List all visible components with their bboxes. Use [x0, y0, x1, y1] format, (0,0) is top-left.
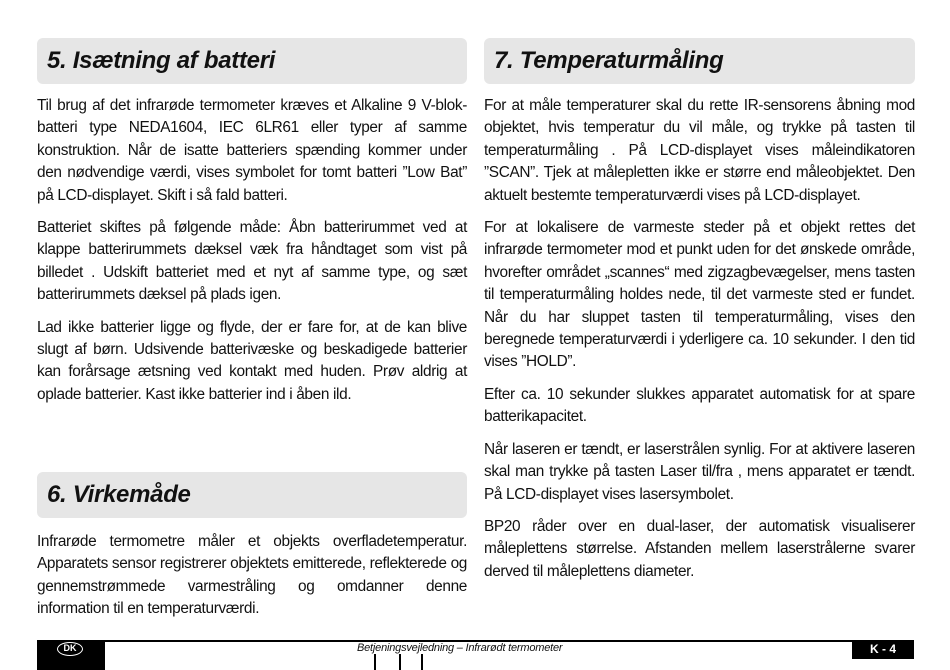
section-heading-temperature	[484, 38, 915, 84]
section-temperature	[484, 38, 915, 583]
manual-title: Betjeningsvejledning – Infrarødt termometer	[357, 642, 563, 654]
paragraph: Til brug af det infrarøde termometer kræves et Alkaline 9 V-blok-batteri type NEDA1604, IEC 6LR61 eller typer af samme konstruktion. Når de isatte batteriers spænding kommer under den nødvendige værdi, vises symbolet for tomt batteri ”Low Bat” på LCD-displayet. Skift i så fald batteri.	[37, 97, 467, 204]
paragraph: Efter ca. 10 sekunder slukkes apparatet automatisk for at spare batterikapacitet.	[484, 385, 915, 426]
paragraph: Batteriet skiftes på følgende måde: Åbn batterirummet ved at klappe batterirummets dæksel væk fra håndtaget som vist på billedet . Udskift batteriet med et nyt af samme type, og sæt batterirummets dæksel på plads igen.	[37, 219, 467, 304]
section-battery	[37, 38, 467, 406]
section-title-function: 6. Virkemåde	[47, 481, 191, 508]
crop-mark	[374, 654, 376, 670]
country-block	[37, 640, 105, 670]
crop-mark	[421, 654, 423, 670]
section-heading-function	[37, 472, 467, 518]
page-footer	[37, 640, 914, 670]
paragraph: Lad ikke batterier ligge og flyde, der er fare for, at de kan blive slugt af børn. Udsivende batterivæske og beskadigede batterier kan forårsage ætsning ved kontakt med huden. Prøv aldrig at oplade batterier. Kast ikke batterier ind i åben ild.	[37, 318, 467, 403]
paragraph: BP20 råder over en dual-laser, der automatisk visualiserer måleplettens størrelse. Afstanden mellem laserstrålerne svarer derved til måleplettens diameter.	[484, 517, 915, 580]
section-heading-battery	[37, 38, 467, 84]
paragraph: Når laseren er tændt, er laserstrålen synlig. For at aktivere laseren skal man trykke på tasten Laser til/fra , mens apparatet er tændt. På LCD-displayet vises lasersymbolet.	[484, 440, 915, 503]
page-number: K - 4	[852, 640, 914, 659]
section-title-temperature: 7. Temperaturmåling	[494, 47, 724, 74]
country-badge: DK	[57, 642, 83, 656]
section-function	[37, 472, 467, 621]
paragraph: For at lokalisere de varmeste steder på et objekt rettes det infrarøde termometer mod et punkt uden for det ønskede område, hvorefter området „scannes“ med zigzagbevægelser, mens tasten til temperaturmåling holdes nede, til det varmeste sted er fundet. Når du har sluppet tasten til temperaturmåling, vises den beregnede temperaturværdi i yderligere ca. 10 sekunder. I den tid vises ”HOLD”.	[484, 219, 915, 371]
paragraph: Infrarøde termometre måler et objekts overfladetemperatur. Apparatets sensor registrerer objektets emitterede, reflekterede og gennemstrømmede varmestråling og omdanner denne information til en temperaturværdi.	[37, 533, 467, 618]
paragraph: For at måle temperaturer skal du rette IR-sensorens åbning mod objektet, hvis temperatur du vil måle, og trykke på tasten til temperaturmåling . På LCD-displayet vises måleindikatoren ”SCAN”. Tjek at målepletten ikke er større end måleobjektet. Den aktuelt bestemte temperaturværdi vises på LCD-displayet.	[484, 97, 915, 204]
section-title-battery: 5. Isætning af batteri	[47, 47, 276, 74]
crop-mark	[399, 654, 401, 670]
